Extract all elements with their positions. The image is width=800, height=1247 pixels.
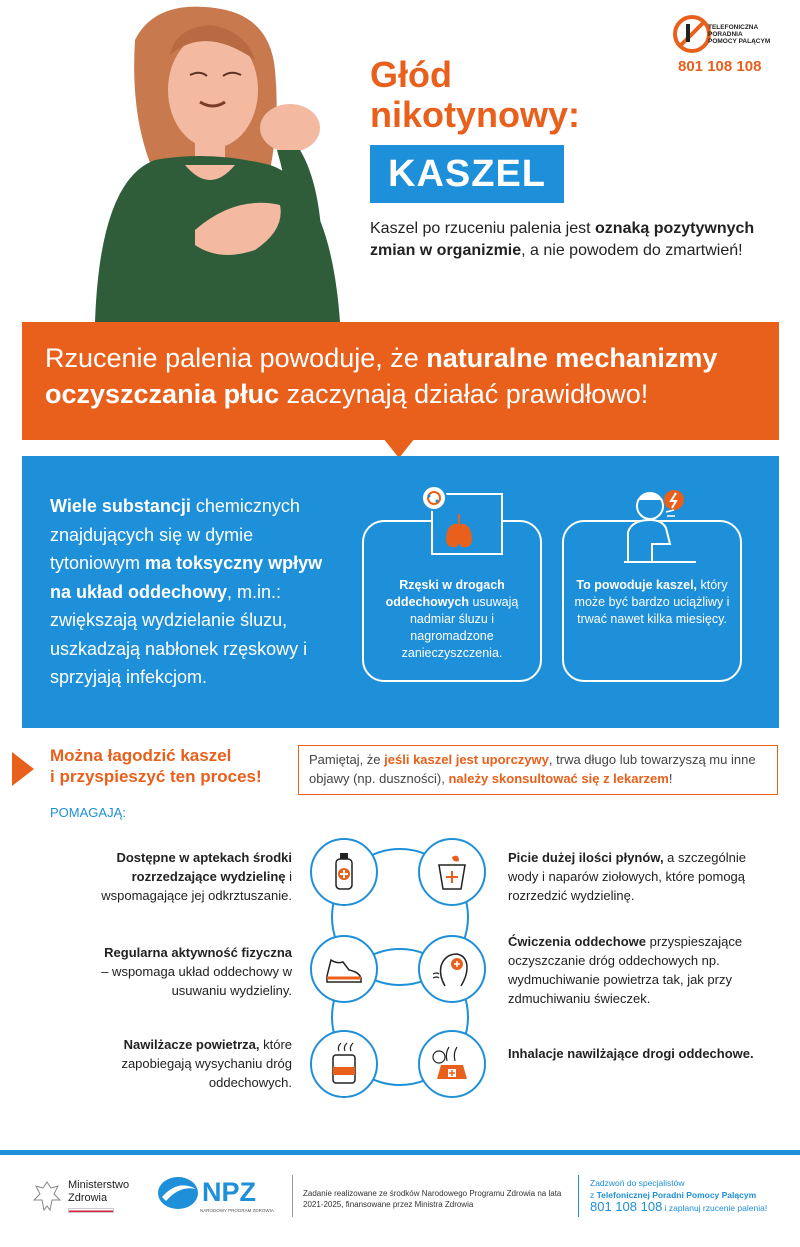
footer-phone[interactable]: 801 108 108 [590,1199,663,1214]
hotline-logo-icon [672,14,712,54]
intro-text: Kaszel po rzuceniu palenia jest oznaką pozytywnych zmian w organizmie, a nie powodem do zmartwień! [370,220,755,259]
card-text-cough: To powoduje kaszel, który może być bardzo uciążliwy i trwać nawet kilka miesięcy. [574,578,730,626]
info-card-cough [562,520,742,682]
medicine-circle [310,838,378,906]
herbal-tea-icon [429,849,475,895]
page-title: Głód nikotynowy: [370,54,581,135]
blue-section-text: Wiele substancji chemicznych znajdujących się w dymie tytoniowym ma toksyczny wpływ na układ oddechowy, m.in.: zwiększają wydzielanie śluzu, uszkadzają nabłonek rzęskowy i sprzyjają infekcjom. [50,496,323,687]
hotline-phone[interactable]: 801 108 108 [678,58,762,75]
breathing-circle [418,935,486,1003]
card-text-cilia: Rzęski w drogach oddechowych usuwają nadmiar śluzu i nagromadzone zanieczyszczenia. [385,578,519,660]
funding-note: Zadanie realizowane ze środków Narodowego Programu Zdrowia na lata 2021-2025, finansowane przez Ministra Zdrowia [303,1189,562,1209]
help-medicine: Dostępne w aptekach środki rozrzedzające wydzielinę i wspomagające jej odkrztuszanie. [101,850,292,903]
warning-box: Pamiętaj, że jeśli kaszel jest uporczywy, trwa długo lub towarzyszą mu inne objawy (np. duszności), należy skonsultować się z lekarzem! [298,745,778,795]
polish-eagle-icon [32,1178,62,1214]
call-to-action: Zadzwoń do specjalistów z Telefonicznej Poradni Pomocy Palącym 801 108 108 i zaplanuj rzucenie palenia! [590,1178,768,1214]
help-activity: Regularna aktywność fizyczna – wspomaga układ oddechowy w usuwaniu wydzieliny. [101,945,292,998]
sneaker-icon [321,946,367,992]
orange-triangle-marker [12,752,34,786]
ministry-name: Ministerstwo Zdrowia [68,1179,130,1204]
npz-subtitle: NARODOWY PROGRAM ZDROWIA [200,1208,274,1213]
footer-divider [0,1150,800,1155]
banner-pointer [383,438,415,458]
footer-separator [292,1175,293,1217]
medicine-bottle-icon [321,849,367,895]
info-card-cilia [362,520,542,682]
breathing-head-icon [429,946,475,992]
ministry-flag-bar [68,1208,114,1213]
humidifier-circle [310,1030,378,1098]
highlight-badge: KASZEL [370,145,564,203]
npz-label: NPZ [202,1177,256,1207]
help-humidifier: Nawilżacze powietrza, które zapobiegają wysychaniu dróg oddechowych. [121,1037,292,1090]
npz-logo-icon [156,1175,200,1211]
activity-circle [310,935,378,1003]
help-breathing: Ćwiczenia oddechowe przyspieszające oczyszczanie dróg oddechowych np. wydmuchiwanie powietrza tak, jak przy zdmuchiwaniu świeczek. [508,934,743,1006]
help-inhalation: Inhalacje nawilżające drogi oddechowe. [508,1046,754,1061]
coughing-man-icon [604,482,704,572]
coughing-woman-illustration [95,0,355,322]
hotline-logo [672,14,787,78]
lungs-virus-icon [404,482,504,572]
fluids-circle [418,838,486,906]
inhaler-icon [429,1041,475,1087]
inhaler-circle [418,1030,486,1098]
footer-separator-blue [578,1175,579,1217]
hotline-brand: TELEFONICZNA PORADNIA POMOCY PALĄCYM [708,24,771,45]
help-fluids: Picie dużej ilości płynów, a szczególnie wody i naparów ziołowych, które pomogą rozrzedzić wydzielinę. [508,850,746,903]
help-heading: Można łagodzić kaszel i przyspieszyć ten proces! [50,746,262,786]
humidifier-icon [321,1041,367,1087]
helps-label: POMAGAJĄ: [50,805,126,820]
orange-banner-text: Rzucenie palenia powoduje, że naturalne mechanizmy oczyszczania płuc zaczynają działać prawidłowo! [45,343,718,409]
